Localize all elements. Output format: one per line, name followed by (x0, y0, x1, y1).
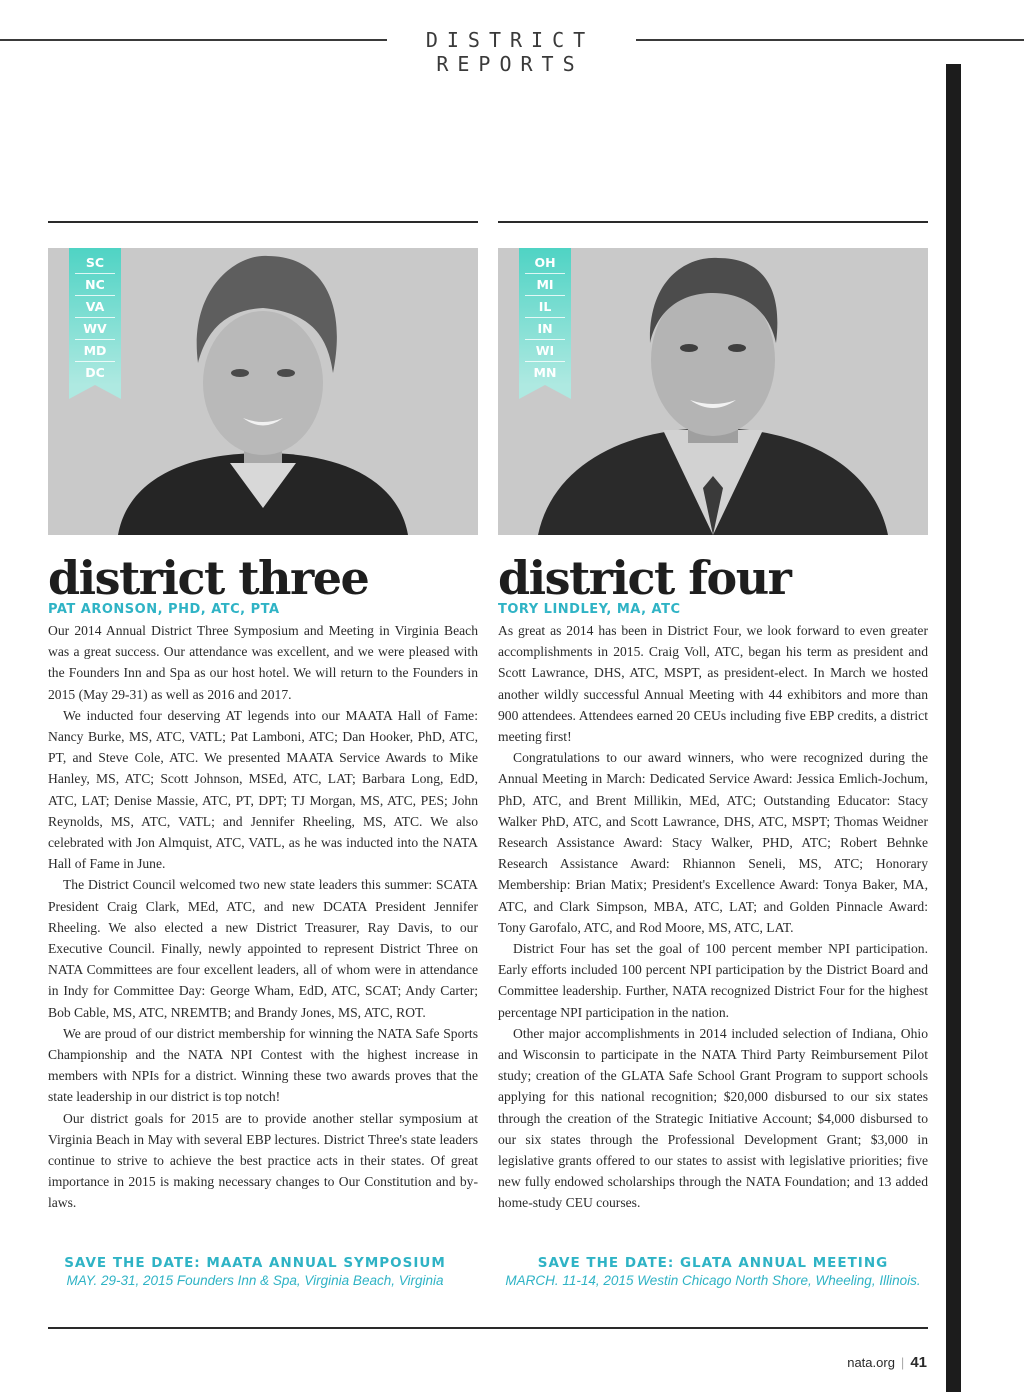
state-tag: SC (75, 252, 115, 274)
state-ribbon (519, 248, 571, 399)
representative-name: TORY LINDLEY, MA, ATC (498, 602, 681, 617)
edge-bar (946, 64, 961, 1392)
paragraph: The District Council welcomed two new state leaders this summer: SCATA President Craig Clark, MEd, ATC, and new DCATA President Jennifer Rheeling. We also elected a new District Treasurer, Ray Davis, to our Executive Council. Finally, newly appointed to represent District Three on NATA Committees are four excellent leaders, all of whom were in attendance in Indy for Committee Day: George Wham, EdD, ATC, SCAT; Andy Carter; Bob Cable, MS, ATC, NREMTB; and Brandy Jones, MS, ATC, ROT. (48, 877, 478, 1020)
paragraph: District Four has set the goal of 100 percent member NPI participation. Early efforts included 100 percent NPI participation by the District Board and Committee leadership. Further, NATA recognized District Four for the highest percentage NPI participation in the nation. (498, 941, 928, 1020)
state-tag: VA (75, 296, 115, 318)
footer-rule (48, 1327, 928, 1329)
state-tag: WV (75, 318, 115, 340)
district-four-column (498, 221, 928, 1214)
column-rule (498, 221, 928, 223)
save-the-date-three (40, 1255, 470, 1289)
representative-name: PAT ARONSON, PHD, ATC, PTA (48, 602, 280, 617)
article-body (498, 620, 928, 1214)
section-title: DISTRICT REPORTS (425, 28, 595, 76)
paragraph: Our district goals for 2015 are to provide another stellar symposium at Virginia Beach in May with several EBP lectures. District Three's state leaders continue to strive to achieve the best practice acts in their states. Of great importance in 2015 is making necessary changes to Our Constitution and by-laws. (48, 1110, 478, 1211)
portrait-photo (48, 248, 478, 535)
column-rule (48, 221, 478, 223)
district-three-column (48, 221, 478, 1214)
paragraph: As great as 2014 has been in District Four, we look forward to even greater accomplishments in 2015. Craig Voll, ATC, began his term as president and Scott Lawrance, DHS, ATC, MSPT, as president-elect. In March we hosted another wildly successful Annual Meeting with 44 exhibitors and more than 900 attendees. Attendees earned 20 CEUs including five EBP credits, a district meeting first! (498, 623, 928, 745)
paragraph: We are proud of our district membership for winning the NATA Safe Sports Championship and the NATA NPI Contest with the highest increase in members with NPIs for a district. Winning these two awards proves that the state leadership in our district is top notch! (48, 1025, 478, 1105)
state-tag: OH (525, 252, 565, 274)
article-body (48, 620, 478, 1214)
state-tag: MI (525, 274, 565, 296)
state-tag: MD (75, 340, 115, 362)
folio-separator: | (900, 1355, 905, 1370)
state-tag: MN (533, 365, 557, 380)
paragraph: Our 2014 Annual District Three Symposium and Meeting in Virginia Beach was a great success. Our attendance was excellent, and we were pleased with the Founders Inn and Spa as our host hotel. We will return to the Founders in 2015 (May 29-31) as well as 2016 and 2017. (48, 623, 478, 702)
state-tag: IL (525, 296, 565, 318)
header-rule-right (636, 39, 1024, 41)
page-number: 41 (910, 1354, 927, 1371)
save-the-date-detail: MARCH. 11-14, 2015 Westin Chicago North Shore, Wheeling, Illinois. (505, 1273, 921, 1288)
portrait-photo (498, 248, 928, 535)
state-ribbon (69, 248, 121, 399)
paragraph: Other major accomplishments in 2014 included selection of Indiana, Ohio and Wisconsin to participate in the NATA Third Party Reimbursement Pilot study; creation of the GLATA Safe School Grant Program to support schools applying for this national recognition; $20,000 disbursed to our six states through the creation of the Strategic Initiative Account; $4,000 disbursed to our six states through the Professional Development Grant; $3,000 in legislative grants offered to our states to assist with legislative priorities; five new fully endowed scholarships through the NATA Foundation; and 13 added home-study CEU courses. (498, 1025, 928, 1211)
header-rule-left (0, 39, 387, 41)
paragraph: We inducted four deserving AT legends into our MAATA Hall of Fame: Nancy Burke, MS, ATC, VATL; Pat Lamboni, ATC; Dan Hooker, PhD, ATC, PT, and Steve Cole, ATC. We presented MAATA Service Awards to Mike Hanley, MS, ATC; Scott Johnson, MSEd, ATC, LAT; Barbara Long, EdD, ATC, LAT; Denise Massie, ATC, PT, DPT; TJ Morgan, MS, ATC, PES; John Reynolds, MS, ATC, VATL; and Jennifer Rheeling, MS, ATC. We also celebrated with Jon Almquist, ATC, VATL, as he was inducted into the NATA Hall of Fame in June. (48, 707, 478, 872)
state-tag: WI (525, 340, 565, 362)
state-tag: NC (75, 274, 115, 296)
save-the-date-detail: MAY. 29-31, 2015 Founders Inn & Spa, Virginia Beach, Virginia (66, 1273, 444, 1288)
district-heading: district three (48, 551, 369, 605)
site-url: nata.org (847, 1355, 895, 1370)
state-tag: IN (525, 318, 565, 340)
save-the-date-four (498, 1255, 928, 1289)
save-the-date-title: SAVE THE DATE: GLATA ANNUAL MEETING (537, 1255, 889, 1271)
page-folio (847, 1354, 927, 1371)
save-the-date-title: SAVE THE DATE: MAATA ANNUAL SYMPOSIUM (64, 1255, 446, 1271)
paragraph: Congratulations to our award winners, who were recognized during the Annual Meeting in March: Dedicated Service Award: Jessica Emlich-Jochum, PhD, ATC, and Brent Millikin, MEd, ATC; Outstanding Educator: Stacy Walker PhD, ATC, and Scott Lawrance, DHS, ATC, MSPT; Thomas Weidner Research Assistance Award: Stacy Walker, PHD, ATC; Robert Behnke Research Assistance Award: Rhiannon Seneli, MS, ATC; Honorary Membership: Brian Matix; President's Excellence Award: Tonya Baker, MA, ATC, and Clark Simpson, MBA, ATC, LAT; and Golden Pinnacle Award: Tony Garofalo, ATC, and Rod Moore, MS, ATC, LAT. (498, 750, 928, 935)
district-heading: district four (498, 551, 791, 605)
state-tag: DC (85, 365, 105, 380)
